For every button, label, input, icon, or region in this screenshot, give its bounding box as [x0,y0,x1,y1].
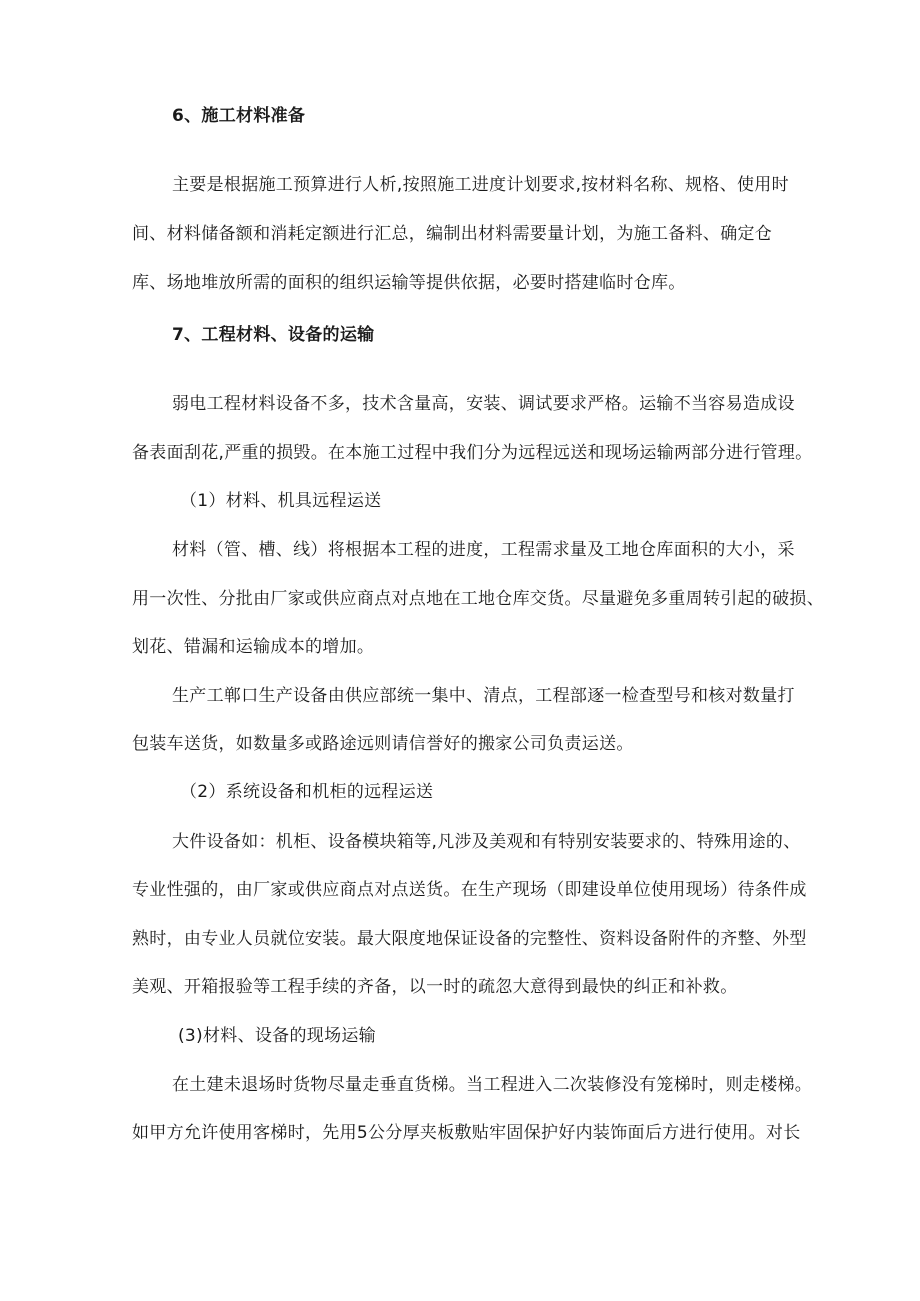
subsection-2-paragraph-line: 专业性强的，由厂家或供应商点对点送货。在生产现场（即建设单位使用现场）待条件成 [132,880,807,900]
section-7-intro-line: 弱电工程材料设备不多，技术含量高，安装、调试要求严格。运输不当容易造成设 [172,394,795,414]
subsection-1-paragraph-line: 材料（管、槽、线）将根据本工程的进度，工程需求量及工地仓库面积的大小，采 [172,540,795,560]
subsection-1-paragraph-line: 生产工郸口生产设备由供应部统一集中、清点，工程部逐一检查型号和核对数量打 [172,686,795,706]
subsection-3-title: (3)材料、设备的现场运输 [178,1026,376,1046]
subsection-2-paragraph-line: 熟时，由专业人员就位安装。最大限度地保证设备的完整性、资料设备附件的齐整、外型 [132,929,807,949]
section-6-heading: 6、施工材料准备 [172,106,306,126]
section-6-paragraph-line: 主要是根据施工预算进行人析,按照施工进度计划要求,按材料名称、规格、使用时 [172,175,789,195]
subsection-3-paragraph-line: 如甲方允许使用客梯时，先用5公分厚夹板敷贴牢固保护好内装饰面后方进行使用。对长 [132,1123,801,1143]
subsection-2-title: （2）系统设备和机柜的远程运送 [180,782,434,802]
section-6-paragraph-line: 库、场地堆放所需的面积的组织运输等提供依据，必要时搭建临时仓库。 [132,273,686,293]
subsection-1-paragraph-line: 用一次性、分批由厂家或供应商点对点地在工地仓库交货。尽量避免多重周转引起的破损、 [132,589,824,609]
subsection-3-paragraph-line: 在土建未退场时货物尽量走垂直货梯。当工程进入二次装修没有笼梯时，则走楼梯。 [172,1075,813,1095]
subsection-2-paragraph-line: 美观、开箱报验等工程手续的齐备，以一时的疏忽大意得到最快的纠正和补救。 [132,977,738,997]
section-7-intro-line: 备表面刮花,严重的损毁。在本施工过程中我们分为远程远送和现场运输两部分进行管理。 [132,443,813,463]
subsection-2-paragraph-line: 大件设备如：机柜、设备模块箱等,凡涉及美观和有特别安装要求的、特殊用途的、 [172,832,801,852]
section-7-heading: 7、工程材料、设备的运输 [172,325,375,345]
subsection-1-title: （1）材料、机具远程运送 [180,491,382,511]
subsection-1-paragraph-line: 划花、错漏和运输成本的增加。 [132,637,375,657]
subsection-1-paragraph-line: 包装车送货，如数量多或路途远则请信誉好的搬家公司负责运送。 [132,734,634,754]
section-6-paragraph-line: 间、材料储备额和消耗定额进行汇总，编制出材料需要量计划，为施工备料、确定仓 [132,224,773,244]
